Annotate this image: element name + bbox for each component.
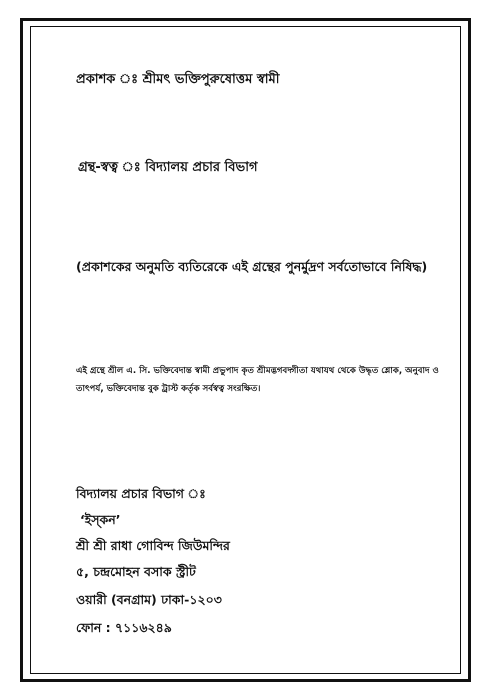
- address-org: ‘ইস্‌কন’: [80, 512, 121, 527]
- address-street: ৫, চন্দ্রমোহন বসাক স্ট্রীট: [76, 564, 196, 579]
- rights-note: এই গ্রন্থে শ্রীল এ. সি. ভক্তিবেদান্ত স্বামী প্রভুপাদ কৃত শ্রীমদ্ভগবদ্গীতা যথাযথ থেকে উদ্ধৃত শ্লোক, অনুবাদ ও তাৎপর্য, ভক্তিবেদান্ত বুক ট্রাস্ট কর্তৃক সর্বস্বত্ব সংরক্ষিত।: [76, 366, 439, 394]
- publisher-line: প্রকাশক ঃ শ্রীমৎ ভক্তিপুরুষোত্তম স্বামী: [76, 72, 280, 87]
- address-phone: ফোন : ৭১১৬২৪৯: [76, 620, 172, 635]
- copyright-line: গ্রন্থ-স্বত্ব ঃ বিদ্যালয় প্রচার বিভাগ: [78, 160, 258, 175]
- address-temple: শ্রী শ্রী রাধা গোবিন্দ জিউমন্দির: [76, 538, 230, 553]
- address-heading: বিদ্যালয় প্রচার বিভাগ ঃ: [76, 486, 206, 501]
- permission-note: (প্রকাশকের অনুমতি ব্যতিরেকে এই গ্রন্থের পুনর্মুদ্রণ সর্বতোভাবে নিষিদ্ধ): [76, 259, 428, 274]
- address-city: ওয়ারী (বনগ্রাম) ঢাকা-১২০৩: [76, 592, 222, 607]
